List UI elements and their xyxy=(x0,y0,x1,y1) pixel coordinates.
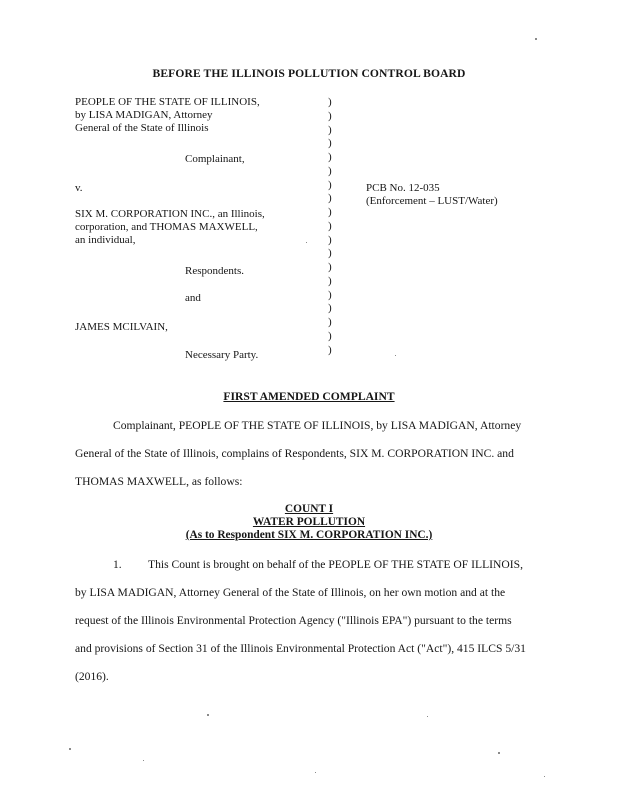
scan-speck xyxy=(498,752,500,754)
paren-mark: ) xyxy=(328,109,332,122)
necessary-party-role: Necessary Party. xyxy=(185,349,259,361)
versus-label: v. xyxy=(75,182,83,194)
paren-mark: ) xyxy=(328,123,332,136)
paren-mark: ) xyxy=(328,261,332,273)
case-type: (Enforcement – LUST/Water) xyxy=(366,195,498,207)
scan-speck xyxy=(69,748,71,750)
count-subheading: WATER POLLUTION xyxy=(252,516,366,528)
paren-mark: ) xyxy=(328,343,332,356)
scan-speck xyxy=(306,242,307,243)
and-connector: and xyxy=(185,292,201,304)
paren-mark: ) xyxy=(328,274,332,287)
paragraph-line: (2016). xyxy=(75,670,109,683)
case-number: PCB No. 12-035 xyxy=(366,182,440,194)
document-title: FIRST AMENDED COMPLAINT xyxy=(223,390,395,403)
respondents-role: Respondents. xyxy=(185,265,244,277)
paren-mark: ) xyxy=(328,137,332,150)
plaintiff-office: General of the State of Illinois xyxy=(75,122,209,134)
caption-defendants xyxy=(75,208,265,247)
paren-mark: ) xyxy=(328,288,332,301)
paren-mark: ) xyxy=(328,96,332,108)
paragraph-line: and provisions of Section 31 of the Illinois Environmental Protection Act ("Act"), 415 ILCS 5/31 xyxy=(75,642,526,655)
paren-mark: ) xyxy=(328,219,332,232)
defendant-descriptor: an individual, xyxy=(75,234,136,246)
count-heading: COUNT I xyxy=(284,503,334,515)
paren-mark: ) xyxy=(328,316,332,328)
paren-mark: ) xyxy=(328,178,332,191)
paren-mark: ) xyxy=(328,206,332,218)
scan-speck xyxy=(395,355,396,356)
defendant-individual: corporation, and THOMAS MAXWELL, xyxy=(75,221,258,233)
necessary-party-name: JAMES MCILVAIN, xyxy=(75,321,168,333)
scan-speck xyxy=(207,714,209,716)
scan-speck xyxy=(544,776,545,777)
paren-mark: ) xyxy=(328,192,332,205)
complainant-role: Complainant, xyxy=(185,153,245,165)
scan-speck xyxy=(143,760,144,761)
scan-speck xyxy=(427,716,428,717)
plaintiff-name: PEOPLE OF THE STATE OF ILLINOIS, xyxy=(75,96,260,108)
paren-mark: ) xyxy=(328,151,332,163)
paren-mark: ) xyxy=(328,164,332,177)
paragraph-number: 1. xyxy=(113,558,122,571)
plaintiff-attorney: by LISA MADIGAN, Attorney xyxy=(75,109,213,121)
caption-plaintiff xyxy=(75,96,260,135)
caption-divider xyxy=(328,96,332,357)
intro-line: Complainant, PEOPLE OF THE STATE OF ILLINOIS, by LISA MADIGAN, Attorney xyxy=(113,419,522,432)
paren-mark: ) xyxy=(328,233,332,246)
paragraph-line: request of the Illinois Environmental Protection Agency ("Illinois EPA") pursuant to the terms xyxy=(75,614,512,627)
paren-mark: ) xyxy=(328,302,332,315)
count-respondent: (As to Respondent SIX M. CORPORATION INC.) xyxy=(185,529,433,541)
scan-speck xyxy=(535,38,537,40)
scan-speck xyxy=(315,772,316,773)
intro-line: General of the State of Illinois, complains of Respondents, SIX M. CORPORATION INC. and xyxy=(75,447,514,460)
paragraph-line: This Count is brought on behalf of the PEOPLE OF THE STATE OF ILLINOIS, xyxy=(148,558,523,571)
paren-mark: ) xyxy=(328,329,332,342)
paragraph-line: by LISA MADIGAN, Attorney General of the State of Illinois, on her own motion and at the xyxy=(75,586,506,599)
case-info xyxy=(366,182,498,208)
paren-mark: ) xyxy=(328,247,332,260)
defendant-corporation: SIX M. CORPORATION INC., an Illinois, xyxy=(75,208,265,220)
court-title: BEFORE THE ILLINOIS POLLUTION CONTROL BOARD xyxy=(152,67,466,80)
intro-line: THOMAS MAXWELL, as follows: xyxy=(75,475,243,488)
